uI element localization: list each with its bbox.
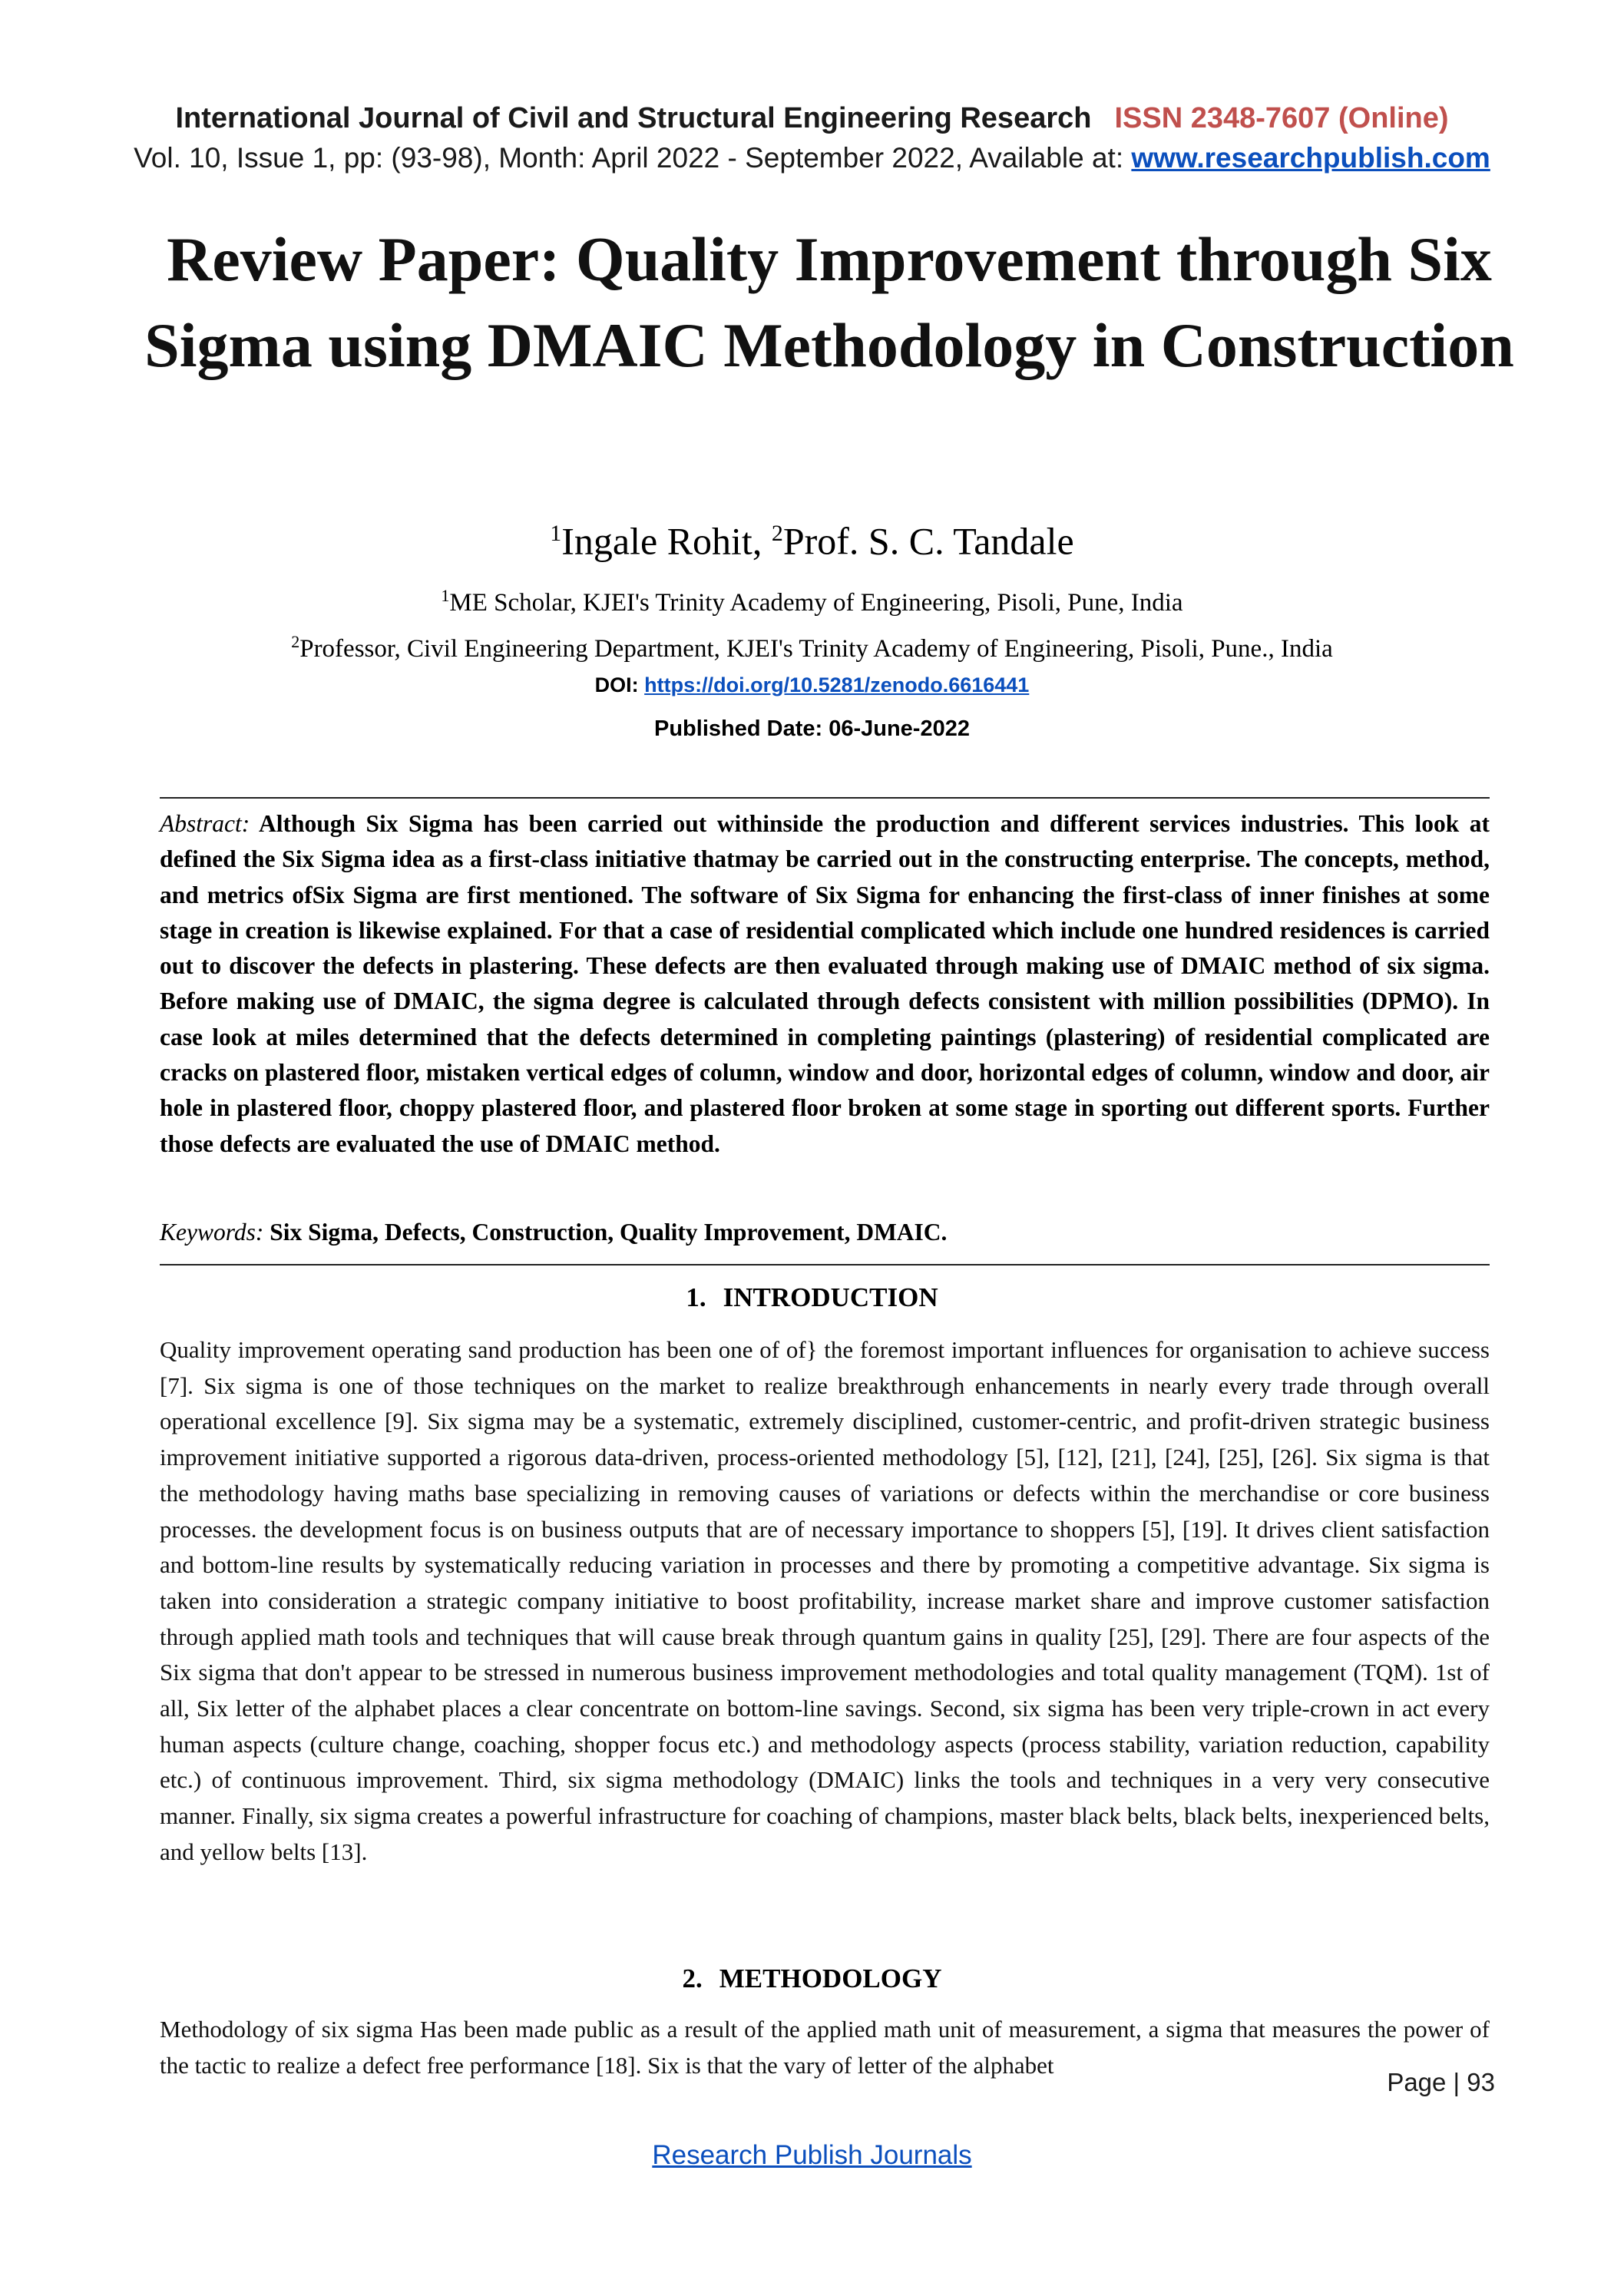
author-2-name: Prof. S. C. Tandale (782, 519, 1074, 563)
section-title: INTRODUCTION (723, 1282, 938, 1312)
keywords-bottom-rule (160, 1264, 1490, 1265)
keywords-text: Six Sigma, Defects, Construction, Quality Improvement, DMAIC. (263, 1219, 948, 1246)
journal-header (0, 98, 1624, 178)
volume-info: Vol. 10, Issue 1, pp: (93-98), Month: April 2022 - September 2022, Available at: (134, 142, 1132, 174)
section-heading-methodology (0, 1960, 1624, 1997)
journal-volume-line (0, 138, 1624, 178)
section-number: 2. (682, 1964, 703, 1993)
author-2-sup: 2 (771, 521, 783, 546)
methodology-paragraph: Methodology of six sigma Has been made public as a result of the applied math unit of measurement, a sigma that measures the power of the tactic to realize a defect free performance [18]. Six is that the vary of letter of the alphabet (160, 2016, 1490, 2079)
doi-link[interactable]: https://doi.org/10.5281/zenodo.6616441 (644, 673, 1030, 696)
affiliation-1 (0, 579, 1624, 620)
abstract-label: Abstract: (160, 810, 250, 837)
section-title: METHODOLOGY (719, 1964, 942, 1993)
doi-label: DOI: (594, 673, 645, 696)
abstract-top-rule (160, 797, 1490, 799)
publisher-link[interactable]: Research Publish Journals (652, 2140, 972, 2170)
introduction-paragraph: Quality improvement operating sand production has been one of of} the foremost important influences for organisation to achieve success [7]. Six sigma is one of those techniques on the market to realize breakthrough enhancements in nearly every trade through overall operational excellence [9]. Six sigma may be a systematic, extremely disciplined, customer-centric, and profit-driven strategic business improvement initiative supported a rigorous data-driven, process-oriented methodology [5], [12], [21], [24], [25], [26]. Six sigma is that the methodology having maths base specializing in removing causes of variations or defects within the merchandise or core business processes. the development focus is on business outputs that are of necessary importance to shoppers [5], [19]. It drives client satisfaction and bottom-line results by systematically reducing variation in processes and there by promoting a competitive advantage. Six sigma is taken into consideration a strategic company initiative to boost profitability, increase market share and improve customer satisfaction through applied math tools and techniques that will cause break through quantum gains in quality [25], [29]. There are four aspects of the Six sigma that don't appear to be stressed in numerous business improvement methodologies and total quality management (TQM). 1st of all, Six letter of the alphabet places a clear concentrate on bottom-line savings. Second, six sigma has been very triple-crown in act every human aspects (culture change, coaching, shopper focus etc.) and methodology aspects (process stability, variation reduction, capability etc.) of continuous improvement. Third, six sigma methodology (DMAIC) links the tools and techniques in a very very consecutive manner. Finally, six sigma creates a powerful infrastructure for coaching of champions, master black belts, black belts, inexperienced belts, and yellow belts [13]. (160, 1336, 1490, 1865)
footer (0, 2138, 1624, 2173)
section-heading-introduction (0, 1279, 1624, 1316)
affiliation-1-sup: 1 (441, 586, 450, 605)
paper-title: Review Paper: Quality Improvement through Six Sigma using DMAIC Methodology in Construction (144, 224, 1514, 380)
abstract-text: Although Six Sigma has been carried out withinside the production and different services industries. This look at defined the Six Sigma idea as a first-class initiative thatmay be carried out in the constructing enterprise. The concepts, method, and metrics ofSix Sigma are first mentioned. The software of Six Sigma for enhancing the first-class of inner finishes at some stage in creation is likewise explained. For that a case of residential complicated which include one hundred residences is carried out to discover the defects in plastering. These defects are then evaluated through making use of DMAIC method of six sigma. Before making use of DMAIC, the sigma degree is calculated through defects consistent with million possibilities (DPMO). In case look at miles determined that the defects determined in completing paintings (plastering) of residential complicated are cracks on plastered floor, mistaken vertical edges of column, window and door, horizontal edges of column, window and door, air hole in plastered floor, choppy plastered floor, and plastered floor broken at some stage in sporting out different sports. Further those defects are evaluated the use of DMAIC method. (160, 810, 1490, 1157)
section-number: 1. (686, 1282, 706, 1312)
keywords-label: Keywords: (160, 1219, 264, 1246)
abstract (160, 806, 1490, 1162)
keywords (160, 1215, 1490, 1250)
affiliation-2 (0, 625, 1624, 666)
website-link[interactable]: www.researchpublish.com (1131, 142, 1490, 174)
journal-title-line (0, 98, 1624, 138)
affiliation-1-text: ME Scholar, KJEI's Trinity Academy of Engineering, Pisoli, Pune, India (449, 589, 1183, 617)
author-1-name: Ingale Rohit, (561, 519, 772, 563)
author-1-sup: 1 (550, 521, 562, 546)
journal-name: International Journal of Civil and Structural Engineering Research (175, 102, 1092, 134)
issn: ISSN 2348-7607 (Online) (1114, 102, 1449, 134)
affiliation-2-text: Professor, Civil Engineering Department, KJEI's Trinity Academy of Engineering, Pisoli, Pune., India (299, 635, 1333, 663)
affiliation-2-sup: 2 (291, 632, 300, 651)
published-date: Published Date: 06-June-2022 (654, 716, 970, 741)
page-number: Page | 93 (1387, 2068, 1495, 2096)
doi (0, 670, 1624, 700)
authors (0, 507, 1624, 568)
